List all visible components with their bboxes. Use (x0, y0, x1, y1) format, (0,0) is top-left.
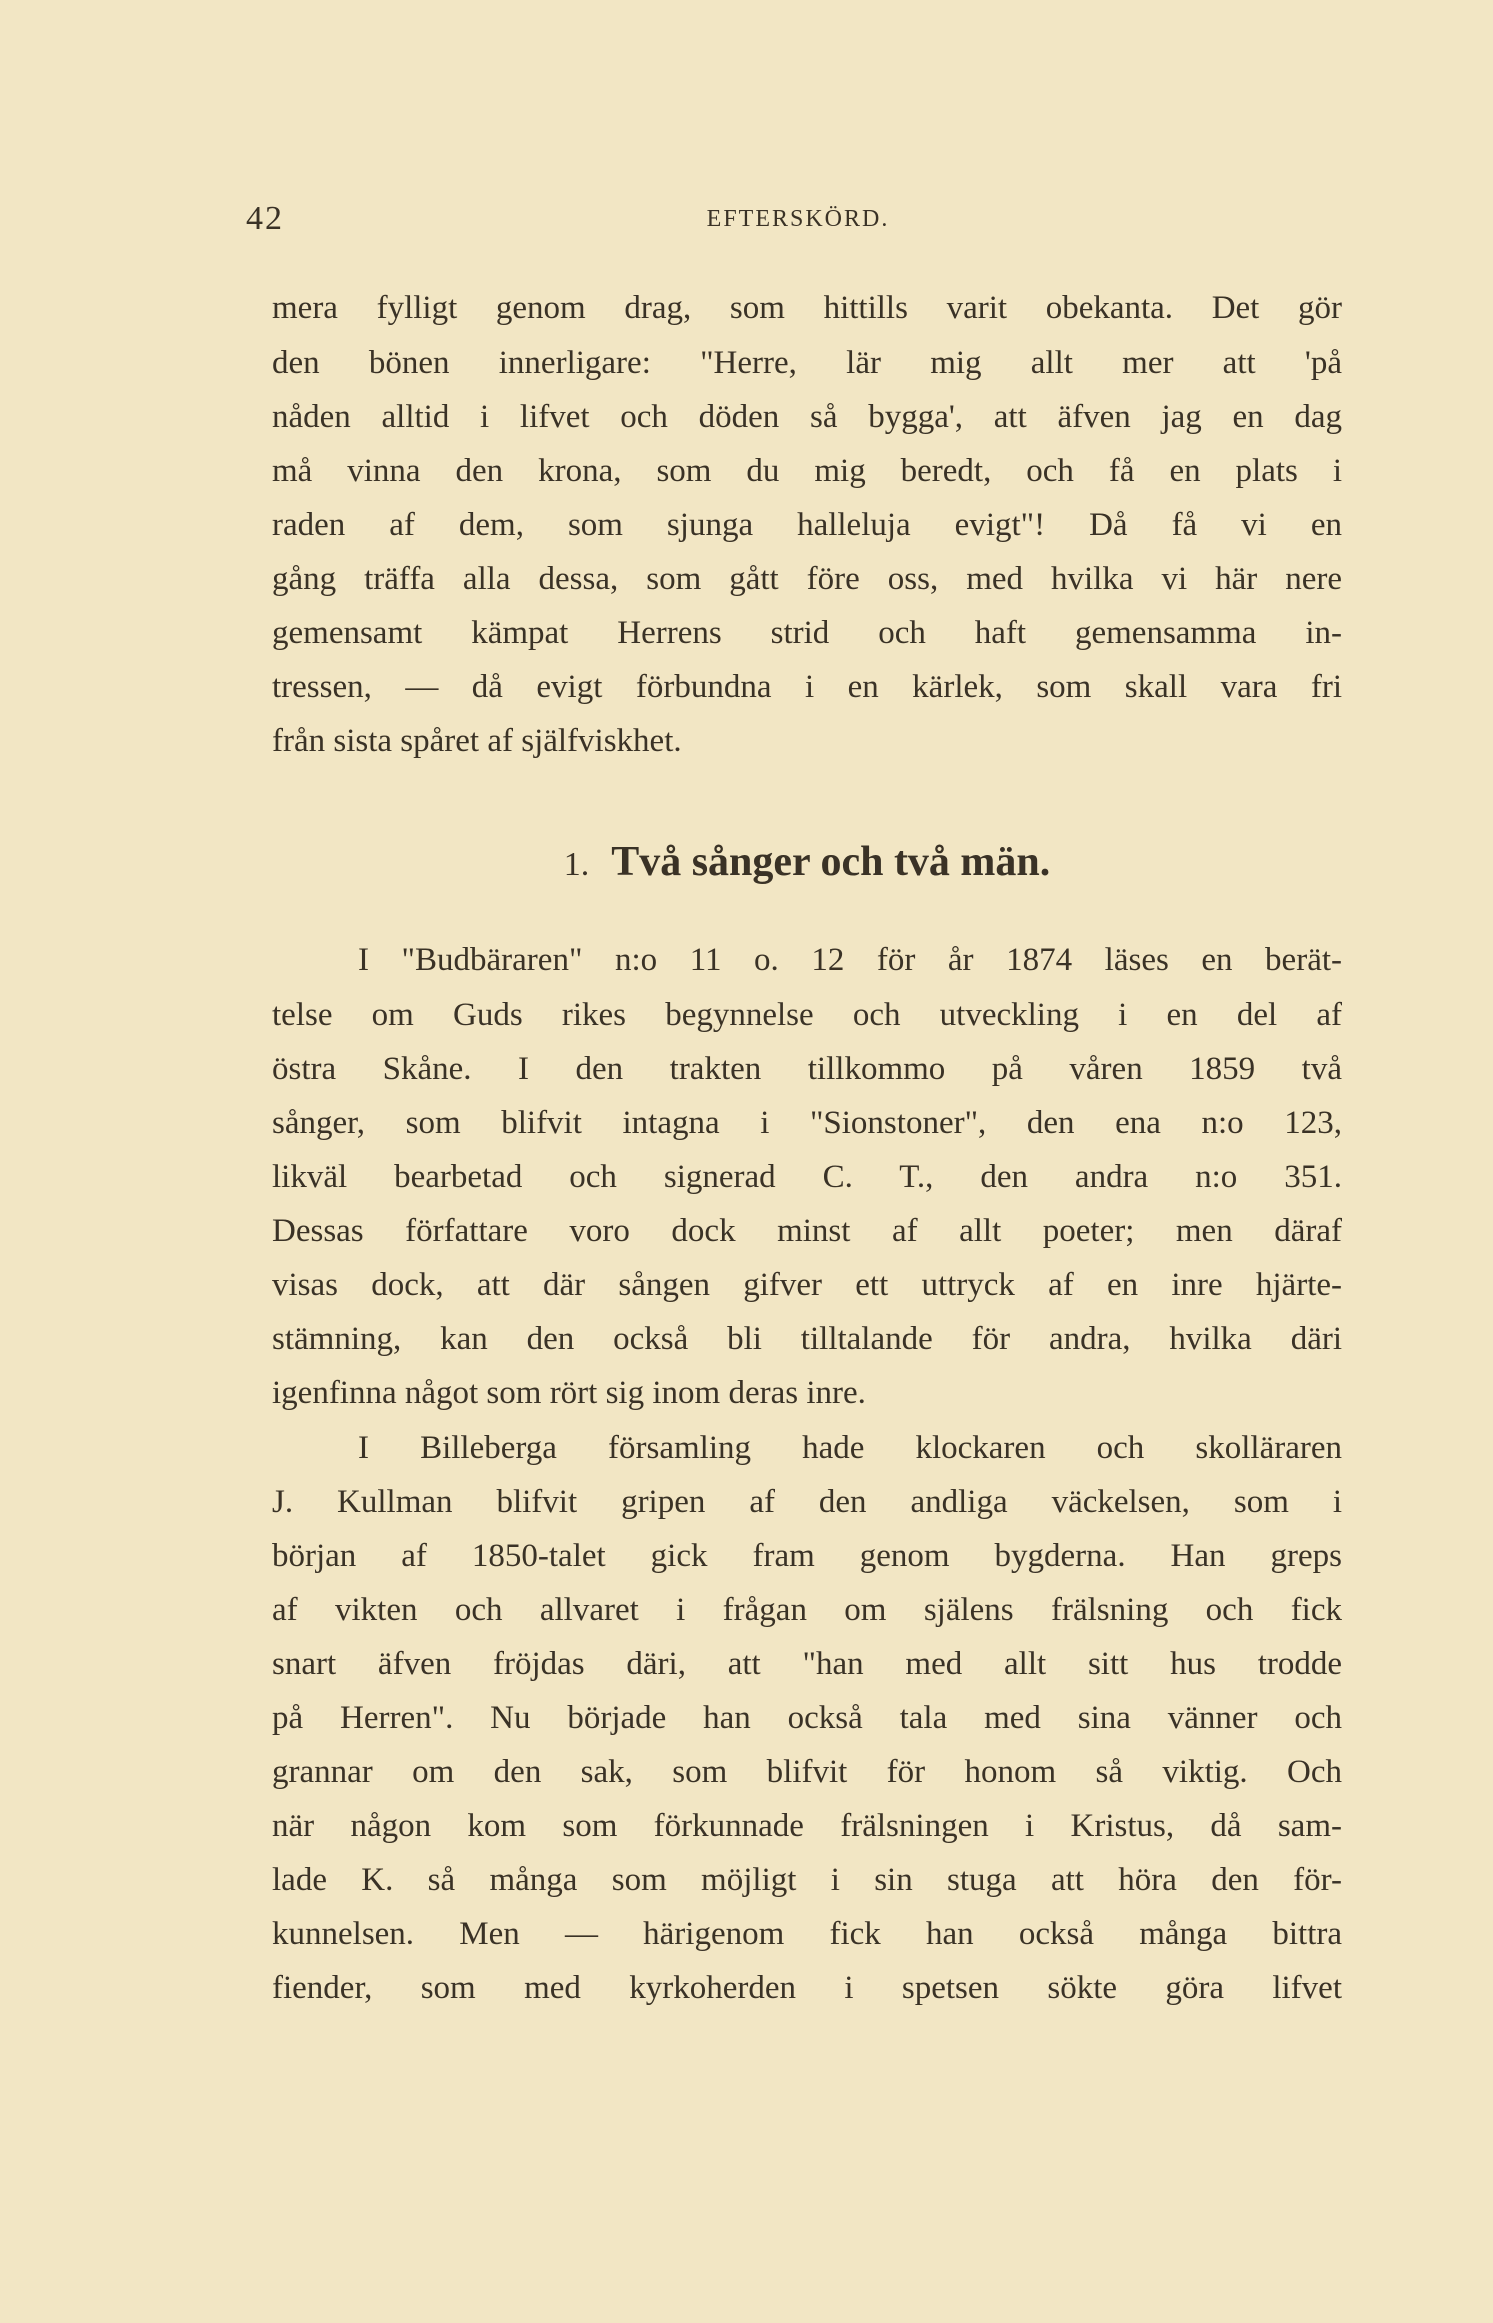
text-line: tressen, — då evigt förbundna i en kärlek, som skall vara fri (272, 669, 1342, 705)
text-line: snart äfven fröjdas däri, att "han med allt sitt hus trodde (272, 1646, 1342, 1682)
text-line: I Billeberga församling hade klockaren och skolläraren (358, 1430, 1342, 1466)
text-line: gång träffa alla dessa, som gått före oss, med hvilka vi här nere (272, 561, 1342, 597)
text-line: visas dock, att där sången gifver ett uttryck af en inre hjärte- (272, 1267, 1342, 1303)
text-line: igenfinna något som rört sig inom deras inre. (272, 1375, 866, 1411)
text-line: lade K. så många som möjligt i sin stuga att höra den för- (272, 1862, 1342, 1898)
text-line: likväl bearbetad och signerad C. T., den andra n:o 351. (272, 1159, 1342, 1195)
text-line: raden af dem, som sjunga halleluja evigt"! Då få vi en (272, 507, 1342, 543)
page-number: 42 (246, 200, 284, 237)
running-title: EFTERSKÖRD. (706, 206, 890, 232)
text-line: på Herren". Nu började han också tala med sina vänner och (272, 1700, 1342, 1736)
text-line: när någon kom som förkunnade frälsningen i Kristus, då sam- (272, 1808, 1342, 1844)
text-line: kunnelsen. Men — härigenom fick han också många bittra (272, 1916, 1342, 1952)
text-line: I "Budbäraren" n:o 11 o. 12 för år 1874 läses en berät- (358, 942, 1342, 978)
text-line: början af 1850-talet gick fram genom bygderna. Han greps (272, 1538, 1342, 1574)
text-line: Dessas författare voro dock minst af allt poeter; men däraf (272, 1213, 1342, 1249)
section-number: 1. (563, 846, 590, 883)
text-line: grannar om den sak, som blifvit för honom så viktig. Och (272, 1754, 1342, 1790)
text-line: J. Kullman blifvit gripen af den andliga väckelsen, som i (272, 1484, 1342, 1520)
text-line: stämning, kan den också bli tilltalande för andra, hvilka däri (272, 1321, 1342, 1357)
text-line: mera fylligt genom drag, som hittills varit obekanta. Det gör (272, 290, 1342, 326)
text-line: nåden alltid i lifvet och döden så bygga', att äfven jag en dag (272, 399, 1342, 435)
text-line: af vikten och allvaret i frågan om själens frälsning och fick (272, 1592, 1342, 1628)
text-line: må vinna den krona, som du mig beredt, och få en plats i (272, 453, 1342, 489)
text-line: den bönen innerligare: "Herre, lär mig allt mer att 'på (272, 345, 1342, 381)
section-title: Två sånger och två män. (611, 839, 1051, 885)
text-line: gemensamt kämpat Herrens strid och haft gemensamma in- (272, 615, 1342, 651)
text-line: fiender, som med kyrkoherden i spetsen sökte göra lifvet (272, 1970, 1342, 2006)
text-line: östra Skåne. I den trakten tillkommo på våren 1859 två (272, 1051, 1342, 1087)
text-line: telse om Guds rikes begynnelse och utveckling i en del af (272, 997, 1342, 1033)
text-line: sånger, som blifvit intagna i "Sionstoner", den ena n:o 123, (272, 1105, 1342, 1141)
section-heading (272, 838, 1342, 886)
running-head (246, 200, 1350, 240)
text-line: från sista spåret af själfviskhet. (272, 723, 682, 759)
